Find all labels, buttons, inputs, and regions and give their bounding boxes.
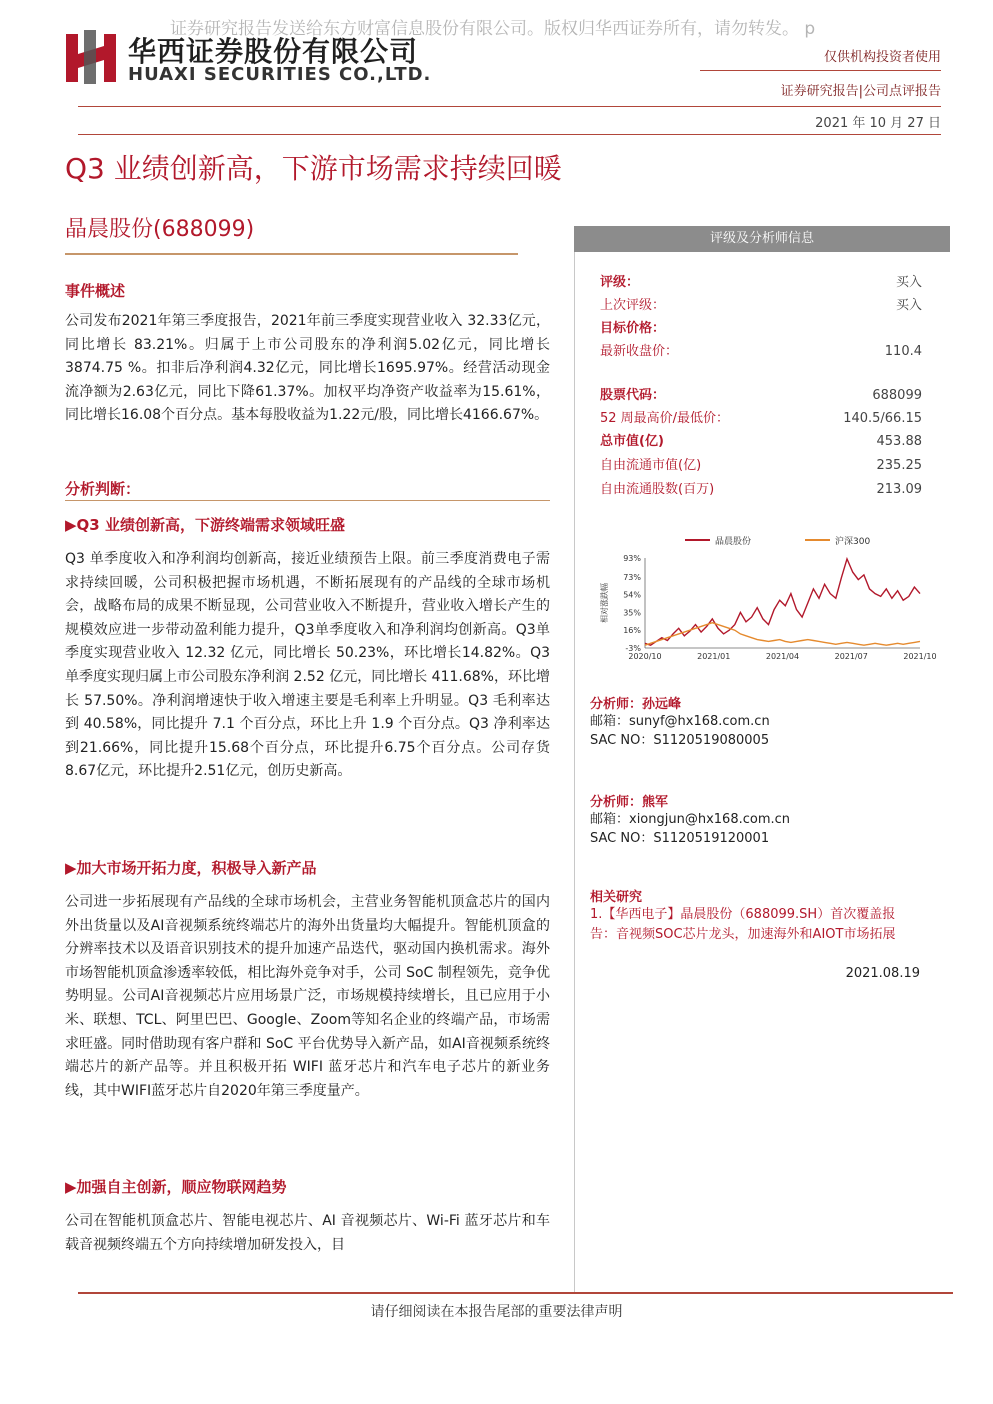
related-research-item[interactable]: 1.【华西电子】晶晨股份（688099.SH）首次覆盖报告：音视频SOC芯片龙头，加速海外和AIOT市场拓展: [590, 907, 896, 942]
rating-value: 110.4: [884, 344, 922, 359]
rating-row: [600, 342, 922, 362]
x-tick-label: 2021/07: [834, 652, 868, 661]
header-divider: [700, 70, 941, 71]
subsection-1-text: Q3 单季度收入和净利润均创新高，接近业绩预告上限。前三季度消费电子需求持续回暖，公司积极把握市场机遇，不断拓展现有的产品线的全球市场机会，战略布局的成果不断显现，公司营业收入不断提升，营业收入增长产生的规模效应进一步带动盈利能力提升，Q3单季度收入和净利润均创新高。Q3单季度实现营业收入 12.32 亿元，同比增长 50.23%，环比增长14.82%。Q3 单季度实现归属上市公司股东净利润 2.52 亿元，同比增长 411.68%，环比增长 57.50%。净利润增速快于收入增速主要是毛利率上升明显。Q3 毛利率达到 40.58%，同比提升 7.1 个百分点，环比上升 1.9 个百分点。Q3 净利率达到21.66%，同比提升15.68个百分点，环比提升6.75个百分点。公司存货8.67亿元，环比提升2.51亿元，创历史新高。: [65, 551, 550, 780]
header-rule: [78, 106, 941, 107]
legal-notice: 请仔细阅读在本报告尾部的重要法律声明: [370, 1304, 623, 1320]
rating-key: 股票代码：: [600, 388, 666, 403]
analyst-1-sac: SAC NO：S1120519080005: [590, 733, 770, 748]
x-tick-label: 2021/10: [903, 652, 937, 661]
legend-label: 沪深300: [835, 537, 871, 547]
rating-key: 目标价格：: [600, 321, 666, 336]
watermark: 证券研究报告发送给东方财富信息股份有限公司。版权归华西证券所有，请勿转发。 p: [170, 19, 816, 39]
rating-row: [600, 296, 922, 316]
rating-row: [600, 386, 922, 406]
company-name-cn: 华西证券股份有限公司: [128, 35, 419, 68]
rating-value: 买入: [895, 298, 922, 313]
rating-key: 评级：: [600, 275, 640, 290]
audience-label: 仅供机构投资者使用: [823, 50, 941, 65]
report-type: 证券研究报告|公司点评报告: [780, 84, 941, 99]
rating-value: 453.88: [876, 434, 922, 449]
stock-name: 晶晨股份(688099): [65, 217, 255, 242]
x-tick-label: 2021/04: [765, 652, 800, 661]
rating-key: 总市值(亿): [600, 434, 664, 449]
related-research-heading: 相关研究: [590, 890, 643, 905]
report-title: Q3 业绩创新高，下游市场需求持续回暖: [65, 152, 562, 185]
analysis-rule: [65, 500, 550, 501]
event-overview-text: 公司发布2021年第三季度报告，2021年前三季度实现营业收入 32.33亿元，同比增长 83.21%。归属于上市公司股东的净利润5.02亿元，同比增长 3874.75 %。扣非后净利润4.32亿元，同比增长1695.97%。经营活动现金流净额为2.63亿元，同比下降61.37%。加权平均净资产收益率为15.61%，同比增长16.08个百分点。基本每股收益为1.22元/股，同比增长4166.67%。: [65, 313, 550, 424]
analyst-1-name: 分析师：孙远峰: [590, 697, 682, 712]
rating-key: 最新收盘价：: [600, 344, 679, 359]
y-tick-label: 54%: [623, 590, 641, 600]
y-axis-label: 相对涨跌幅: [600, 583, 609, 623]
y-tick-label: -3%: [625, 644, 641, 653]
rating-key: 上次评级：: [600, 298, 666, 313]
stock-underline: [65, 253, 518, 255]
x-tick-label: 2020/10: [628, 652, 662, 661]
rating-value: 买入: [895, 275, 922, 290]
date-rule: [78, 134, 941, 135]
y-tick-label: 35%: [623, 608, 641, 618]
rating-key: 自由流通股数(百万): [600, 482, 715, 497]
report-date: 2021 年 10 月 27 日: [815, 116, 941, 131]
subsection-2-text: 公司进一步拓展现有产品线的全球市场机会，主营业务智能机顶盒芯片的国内外出货量以及AI音视频系统终端芯片的海外出货量均大幅提升。智能机顶盒的分辨率技术以及语音识别技术的提升加速产品迭代，驱动国内换机需求。海外市场智能机顶盒渗透率较低，相比海外竞争对手，公司 SoC 制程领先，竞争优势明显。公司AI音视频芯片应用场景广泛，市场规模持续增长，且已应用于小米、联想、TCL、阿里巴巴、Google、Zoom等知名企业的终端产品，市场需求旺盛。同时借助现有客户群和 SoC 平台优势导入新产品，如AI音视频系统终端芯片的新产品等。并且积极开拓 WIFI 蓝牙芯片和汽车电子芯片的新业务线，其中WIFI蓝牙芯片自2020年第三季度量产。: [65, 894, 550, 1099]
subsection-1-heading: ▶Q3 业绩创新高，下游终端需求领域旺盛: [65, 516, 345, 534]
sidebar-panel: [574, 252, 951, 1292]
rating-row: [600, 432, 922, 452]
subsection-3-heading: ▶加强自主创新，顺应物联网趋势: [65, 1178, 287, 1196]
y-tick-label: 73%: [623, 572, 641, 582]
subsection-2-heading: ▶加大市场开拓力度，积极导入新产品: [65, 859, 317, 877]
rating-value: 213.09: [876, 482, 922, 497]
rating-value: 235.25: [876, 458, 922, 473]
rating-row: [600, 319, 922, 339]
analyst-2-sac: SAC NO：S1120519120001: [590, 831, 770, 846]
rating-row: [600, 456, 922, 476]
company-logo-icon: [62, 28, 120, 86]
analyst-2-email: 邮箱：xiongjun@hx168.com.cn: [590, 812, 791, 827]
event-overview-heading: 事件概述: [65, 282, 126, 300]
rating-key: 52 周最高价/最低价：: [600, 411, 730, 426]
rating-row: [600, 273, 922, 293]
footer-rule: [78, 1292, 953, 1294]
analyst-1-email: 邮箱：sunyf@hx168.com.cn: [590, 714, 770, 729]
x-tick-label: 2021/01: [697, 652, 731, 661]
legend-label: 晶晨股份: [715, 537, 752, 547]
subsection-3-text: 公司在智能机顶盒芯片、智能电视芯片、AI 音视频芯片、Wi-Fi 蓝牙芯片和车载音视频终端五个方向持续增加研发投入，目: [65, 1213, 550, 1253]
rating-value: 688099: [872, 388, 922, 403]
series-line: [645, 559, 920, 645]
y-tick-label: 16%: [623, 626, 641, 636]
rating-key: 自由流通市值(亿): [600, 458, 702, 473]
rating-value: 140.5/66.15: [843, 411, 922, 426]
company-name-en: HUAXI SECURITIES CO.,LTD.: [128, 64, 432, 85]
related-research-date: 2021.08.19: [845, 966, 920, 981]
relative-performance-chart: [585, 530, 940, 665]
y-tick-label: 93%: [623, 554, 641, 563]
rating-row: [600, 480, 922, 500]
analyst-2-name: 分析师：熊军: [590, 795, 669, 810]
rating-row: [600, 409, 922, 429]
analysis-heading: 分析判断：: [65, 480, 141, 498]
rating-info-header: 评级及分析师信息: [574, 226, 950, 252]
